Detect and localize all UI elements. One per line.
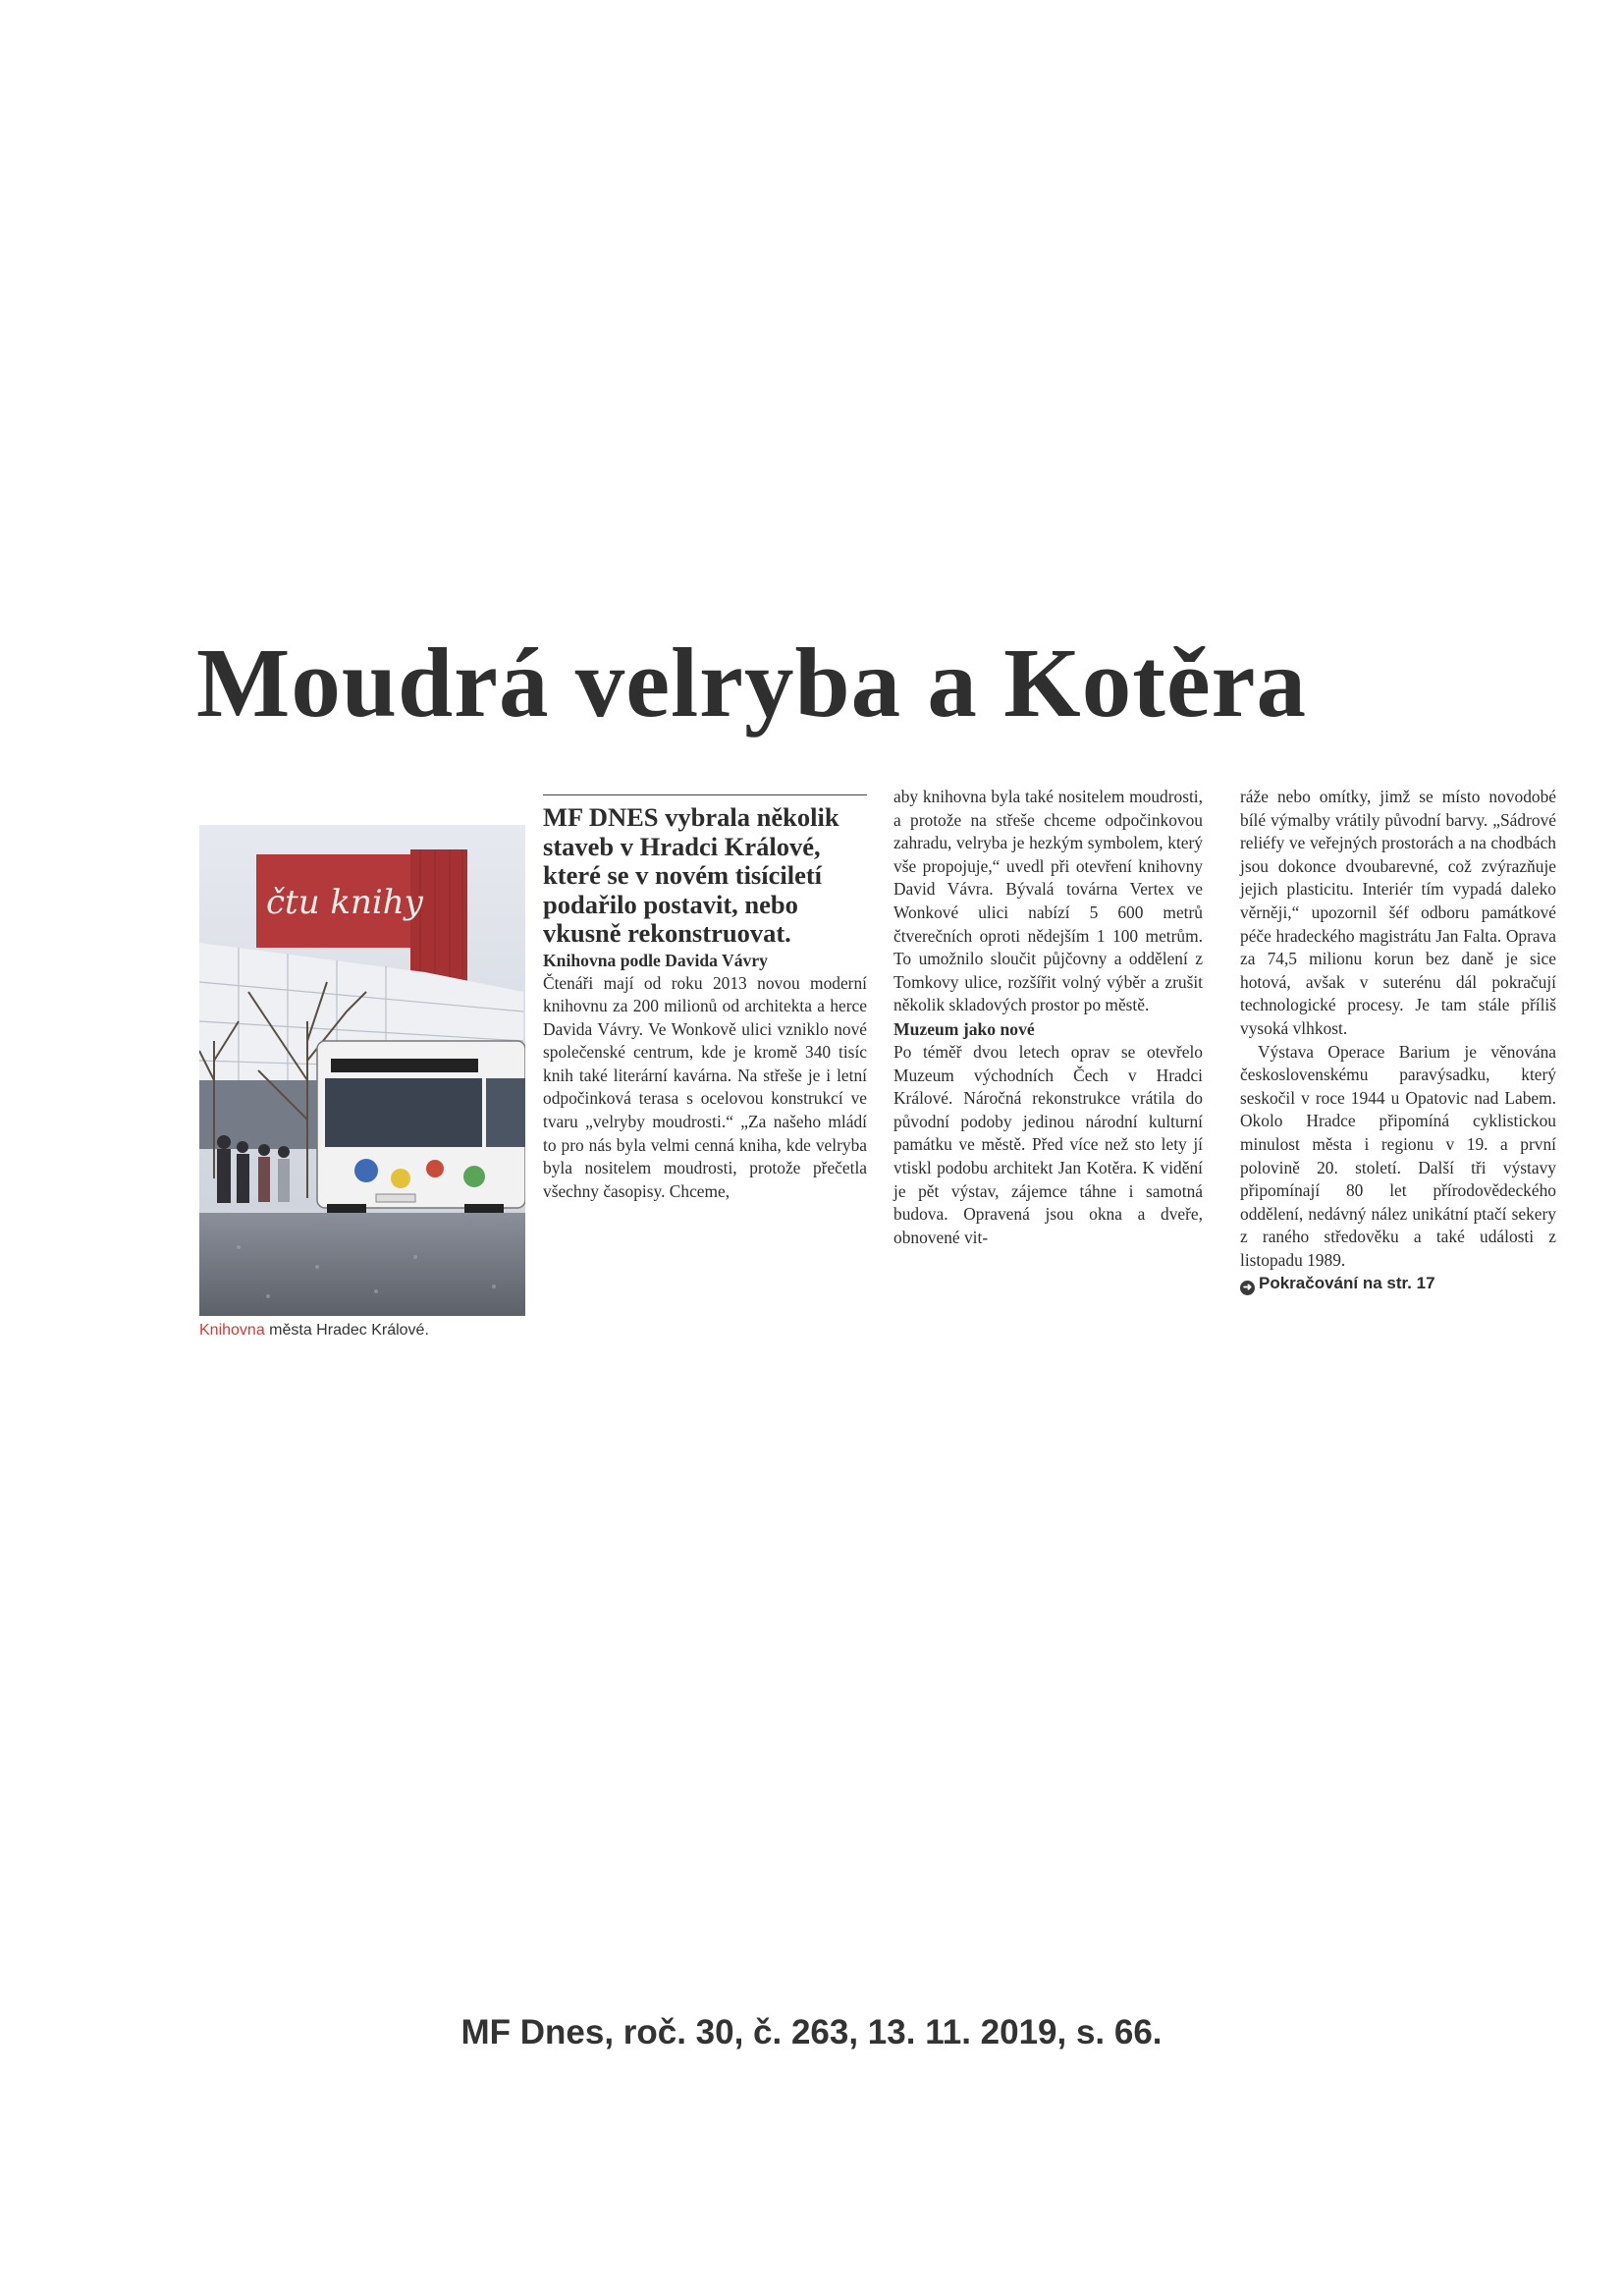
section-2-title: Muzeum jako nové — [893, 1018, 1035, 1039]
source-citation: MF Dnes, roč. 30, č. 263, 13. 11. 2019, s. 66. — [460, 2013, 1163, 2051]
column-2 — [893, 786, 1203, 1249]
section-2-body-c: Výstava Operace Barium je věnována československému paravýsadku, který seskočil v roce 1944 u Opatovic nad Labem. Okolo Hradce připomíná cyklistickou minulost města i regionu v 19. a první polovině 20. století. Další tři výstavy připomínají 80 let přírodovědeckého oddělení, nedávný nález unikátní ptačí sekery z raného středověku a také události z listopadu 1989. — [1240, 1041, 1556, 1270]
lead-rule — [543, 794, 867, 795]
section-2-body-b: ráže nebo omítky, jimž se místo novodobé bílé výmalby vrátily původní barvy. „Sádrové reliéfy ve veřejných prostorách a na chodbách jsou dokonce dvoubarevné, což zvýrazňuje jejich plasticitu. Interiér tím vypadá daleko věrněji,“ upozornil šéf odboru památkové péče hradeckého magistrátu Jan Falta. Oprava za 74,5 milionu korun bez daně je sice hotová, avšak v suterénu dál pokračují technologické procesy. Je tam stále příliš vysoká vlhkost. — [1240, 787, 1556, 1038]
caption-highlight: Knihovna — [199, 1322, 265, 1339]
section-1-title: Knihovna podle Davida Vávry — [543, 950, 768, 970]
library-photo — [199, 825, 525, 1316]
bus — [317, 1041, 525, 1214]
arrow-right-icon: ➜ — [1240, 1281, 1255, 1295]
section-1-body-a: Čtenáři mají od roku 2013 novou moderní knihovnu za 200 milionů od architekta a herce Davida Vávry. Ve Wonkově ulici vzniklo nové společenské centrum, kde je kromě 340 tisíc knih také literární kavárna. Na střeše je i letní odpočinková terasa s ocelovou konstrukcí ve tvaru „velryby moudrosti.“ „Za našeho mládí to pro nás byla velmi cenná kniha, kde velryba byla nositelem moudrosti, protože přečetla všechny časopisy. Chceme, — [543, 972, 867, 1201]
column-1 — [543, 786, 867, 1203]
caption-text: města Hradec Králové. — [264, 1322, 429, 1339]
continued-text: Pokračování na str. 17 — [1259, 1274, 1435, 1293]
section-1-body-b: aby knihovna byla také nositelem moudrosti, a protože na střeše chceme odpočinkovou zahradu, velryba je hezkým symbolem, který vše propojuje,“ uvedl při otevření knihovny David Vávra. Bývalá továrna Vertex ve Wonkové ulici nabízí 5 600 metrů čtverečních oproti nědejším 1 100 metrům. To umožnilo sloučit půjčovny a oddělení z Tomkovy ulice, rozšířit volný výběr a zrušit několik skladových prostor po městě. — [893, 787, 1203, 1015]
column-3 — [1240, 786, 1556, 1295]
section-2-body-a: Po téměř dvou letech oprav se otevřelo Muzeum východních Čech v Hradci Králové. Náročná rekonstrukce vrátila do původní podoby jedinou národní kulturní památku ve městě. Před více než sto lety jí vtiskl podobu architekt Jan Kotěra. K vidění je pět výstav, zájemce táhne i samotná budova. Opravená jsou okna a dveře, obnovené vit- — [893, 1041, 1203, 1247]
headline: Moudrá velryba a Kotěra — [196, 628, 1307, 738]
library-bus-image — [199, 825, 525, 1316]
lead-paragraph: MF DNES vybrala několik staveb v Hradci Králové, které se v novém tisíciletí podařilo postavit, nebo vkusně rekonstruovat. — [543, 802, 839, 948]
continued-note — [1240, 1272, 1556, 1295]
photo-caption — [199, 1322, 533, 1339]
sign-text: čtu knihy — [266, 883, 423, 922]
